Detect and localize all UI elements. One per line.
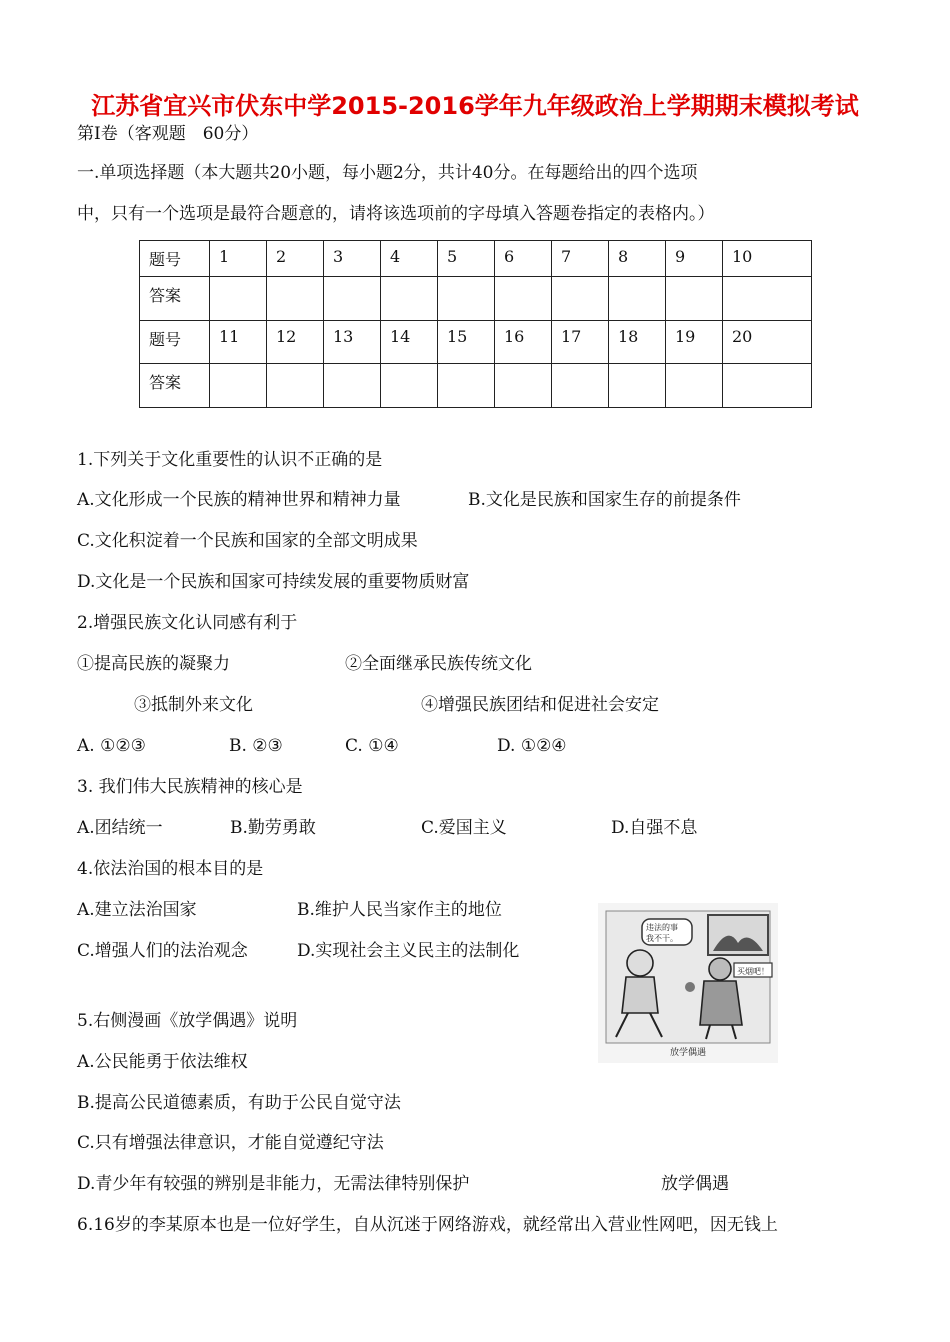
cartoon-caption: 放学偶遇 <box>670 1048 707 1058</box>
table-cell-number: 6 <box>495 241 552 277</box>
document-title: 江苏省宜兴市伏东中学2015-2016学年九年级政治上学期期末模拟考试 <box>91 92 859 120</box>
answer-cell[interactable] <box>609 364 666 408</box>
question-3-option-c: C.爱国主义 <box>421 818 507 838</box>
answer-cell[interactable] <box>381 364 438 408</box>
answer-cell[interactable] <box>267 364 324 408</box>
question-1-option-d: D.文化是一个民族和国家可持续发展的重要物质财富 <box>77 572 470 592</box>
answer-cell[interactable] <box>552 277 609 321</box>
table-row <box>140 321 812 364</box>
question-2-statement-4: ④增强民族团结和促进社会安定 <box>421 695 659 715</box>
question-5-option-d: D.青少年有较强的辨别是非能力，无需法律特别保护 <box>77 1174 470 1194</box>
cartoon-illustration <box>598 903 778 1063</box>
table-cell-number: 4 <box>381 241 438 277</box>
answer-cell[interactable] <box>324 364 381 408</box>
question-5-option-b: B.提高公民道德素质，有助于公民自觉守法 <box>77 1093 401 1113</box>
table-cell-number: 16 <box>495 321 552 364</box>
answer-cell[interactable] <box>495 277 552 321</box>
man-head <box>709 958 731 980</box>
row-label-answer: 答案 <box>140 364 210 408</box>
row-label-number: 题号 <box>140 241 210 277</box>
question-2-stem: 2.增强民族文化认同感有利于 <box>77 613 298 633</box>
question-6-stem: 6.16岁的李某原本也是一位好学生，自从沉迷于网络游戏，就经常出入营业性网吧，因无钱上 <box>77 1215 778 1235</box>
answer-cell[interactable] <box>438 364 495 408</box>
table-cell-number: 8 <box>609 241 666 277</box>
question-1-option-a: A.文化形成一个民族的精神世界和精神力量 <box>77 490 401 510</box>
speech-bubble-left-text-2: 我不干。 <box>646 934 678 943</box>
cartoon-caption-text: 放学偶遇 <box>661 1174 729 1194</box>
table-cell-number: 7 <box>552 241 609 277</box>
question-3-stem: 3. 我们伟大民族精神的核心是 <box>77 777 303 797</box>
table-row <box>140 241 812 277</box>
table-cell-number: 1 <box>210 241 267 277</box>
table-cell-number: 5 <box>438 241 495 277</box>
question-4-option-a: A.建立法治国家 <box>77 900 197 920</box>
table-cell-number: 9 <box>666 241 723 277</box>
question-2-statement-3: ③抵制外来文化 <box>134 695 253 715</box>
answer-cell[interactable] <box>495 364 552 408</box>
question-1-option-c: C.文化积淀着一个民族和国家的全部文明成果 <box>77 531 418 551</box>
answer-cell[interactable] <box>723 277 812 321</box>
table-cell-number: 2 <box>267 241 324 277</box>
answer-cell[interactable] <box>210 364 267 408</box>
row-label-answer: 答案 <box>140 277 210 321</box>
answer-cell[interactable] <box>210 277 267 321</box>
answer-cell[interactable] <box>666 277 723 321</box>
answer-cell[interactable] <box>609 277 666 321</box>
question-1-option-b: B.文化是民族和国家生存的前提条件 <box>468 490 741 510</box>
table-cell-number: 17 <box>552 321 609 364</box>
instructions-line-1: 一.单项选择题（本大题共20小题，每小题2分，共计40分。在每题给出的四个选项 <box>77 163 698 183</box>
student-body <box>622 977 658 1013</box>
question-5-option-c: C.只有增强法律意识，才能自觉遵纪守法 <box>77 1133 384 1153</box>
table-cell-number: 10 <box>723 241 812 277</box>
instructions-line-2: 中，只有一个选项是最符合题意的，请将该选项前的字母填入答题卷指定的表格内。） <box>77 204 715 224</box>
question-2-statement-1: ①提高民族的凝聚力 <box>77 654 230 674</box>
question-2-option-b: B. ②③ <box>229 736 283 756</box>
answer-cell[interactable] <box>552 364 609 408</box>
table-row <box>140 277 812 321</box>
question-5-stem: 5.右侧漫画《放学偶遇》说明 <box>77 1011 298 1031</box>
table-cell-number: 12 <box>267 321 324 364</box>
question-2-option-c: C. ①④ <box>345 736 399 756</box>
answer-cell[interactable] <box>267 277 324 321</box>
table-cell-number: 19 <box>666 321 723 364</box>
question-4-stem: 4.依法治国的根本目的是 <box>77 859 264 879</box>
table-cell-number: 18 <box>609 321 666 364</box>
answer-table <box>139 240 812 408</box>
table-cell-number: 14 <box>381 321 438 364</box>
question-4-option-b: B.维护人民当家作主的地位 <box>297 900 502 920</box>
table-cell-number: 11 <box>210 321 267 364</box>
question-2-statement-2: ②全面继承民族传统文化 <box>345 654 532 674</box>
student-head <box>627 950 653 976</box>
question-3-option-d: D.自强不息 <box>611 818 698 838</box>
man-body <box>700 981 742 1025</box>
question-2-option-d: D. ①②④ <box>497 736 567 756</box>
question-4-option-d: D.实现社会主义民主的法制化 <box>297 941 520 961</box>
answer-cell[interactable] <box>666 364 723 408</box>
table-cell-number: 20 <box>723 321 812 364</box>
question-3-option-a: A.团结统一 <box>77 818 163 838</box>
row-label-number: 题号 <box>140 321 210 364</box>
table-cell-number: 15 <box>438 321 495 364</box>
answer-cell[interactable] <box>438 277 495 321</box>
answer-cell[interactable] <box>723 364 812 408</box>
speech-bubble-left-text-1: 违法的事 <box>646 923 678 932</box>
speech-bubble-right-text: 买烟吧！ <box>737 967 769 976</box>
volume-heading: 第Ⅰ卷（客观题 60分） <box>77 124 259 144</box>
question-2-option-a: A. ①②③ <box>77 736 146 756</box>
question-4-option-c: C.增强人们的法治观念 <box>77 941 248 961</box>
question-1-stem: 1.下列关于文化重要性的认识不正确的是 <box>77 450 383 470</box>
ball <box>685 982 695 992</box>
question-5-option-a: A.公民能勇于依法维权 <box>77 1052 248 1072</box>
answer-cell[interactable] <box>381 277 438 321</box>
question-3-option-b: B.勤劳勇敢 <box>230 818 316 838</box>
table-cell-number: 13 <box>324 321 381 364</box>
answer-cell[interactable] <box>324 277 381 321</box>
table-row <box>140 364 812 408</box>
table-cell-number: 3 <box>324 241 381 277</box>
